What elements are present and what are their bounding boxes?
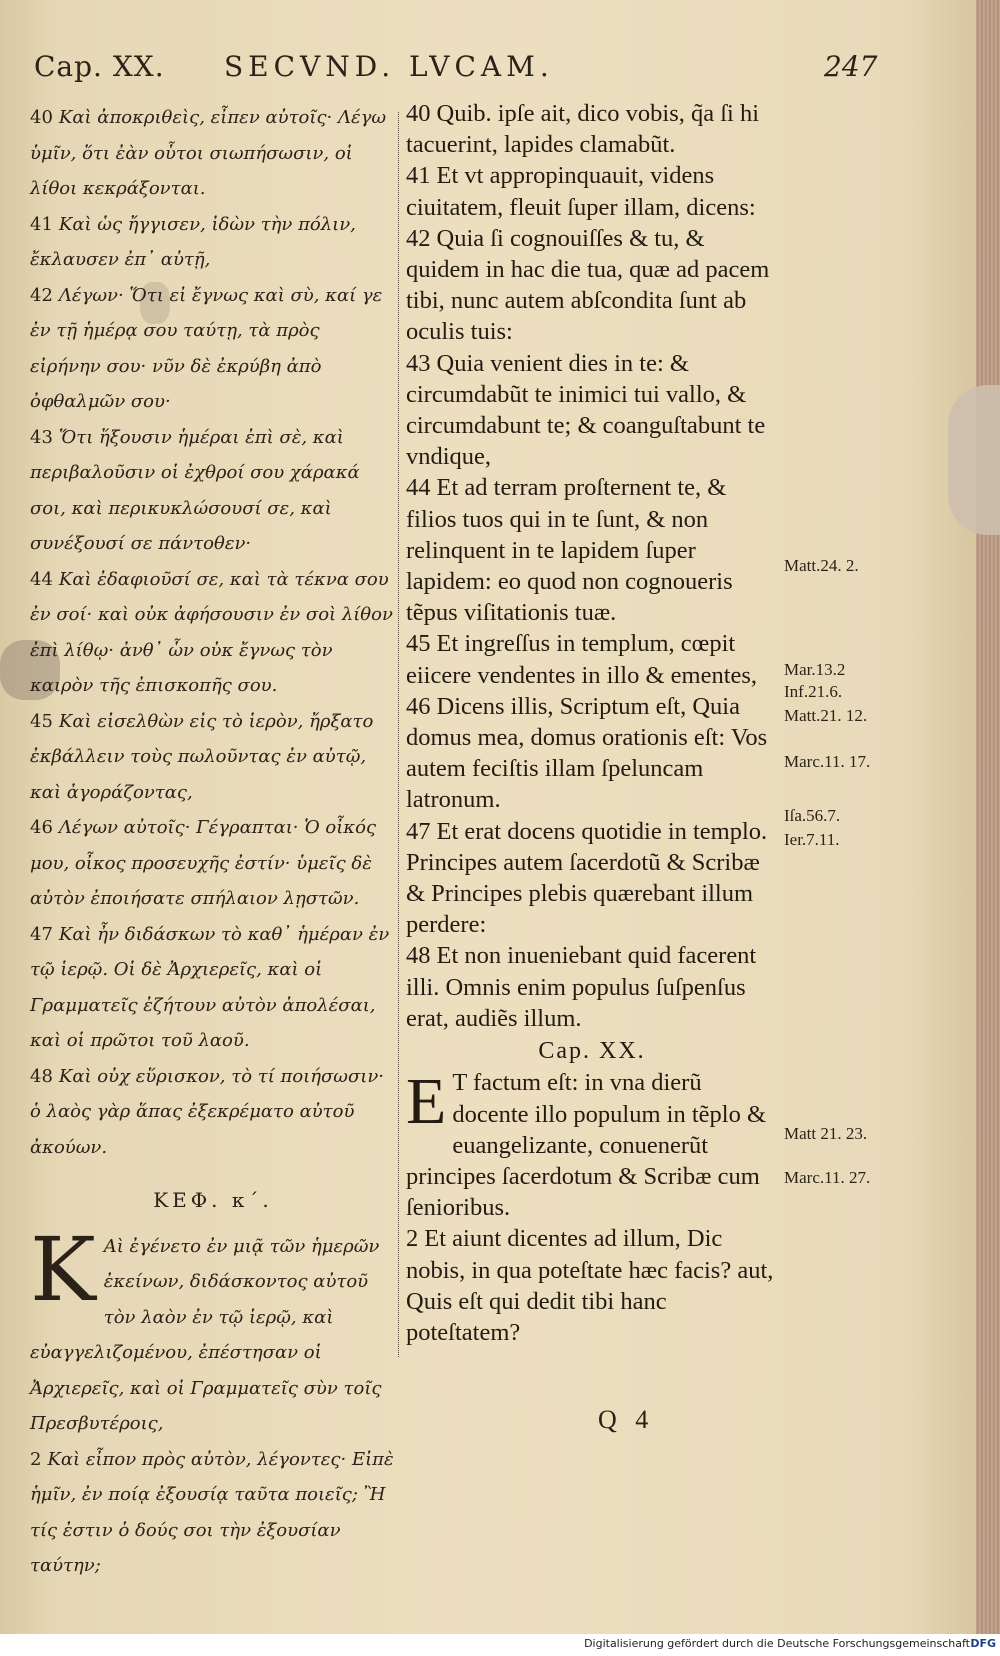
signature-mark: Q 4 (598, 1405, 655, 1434)
greek-verse-41: 41 Καὶ ὡς ἤγγισεν, ἰδὼν τὴν πόλιν, ἔκλαυσεν ἐπ᾽ αὐτῇ, (30, 213, 356, 270)
margin-note: Marc.11. 17. (784, 752, 871, 771)
latin-verse-41: 41 Et vt appropinquauit, videns ciuitatem, fleuit ſuper illam, dicens: (406, 162, 756, 221)
latin-verse-40: 40 Quib. ipſe ait, dico vobis, q̃a ſi hi tacuerint, lapides clamabũt. (406, 100, 760, 159)
latin-verse-46: 46 Dicens illis, Scriptum eſt, Quia domus mea, domus orationis eſt: Vos autem feciſtis illam ſpeluncam latronum. (406, 692, 768, 814)
greek-chapter-opening: Κ Αὶ ἐγένετο ἐν μιᾷ τῶν ἡμερῶν ἐκείνων, διδάσκοντος αὐτοῦ τὸν λαὸν ἐν τῷ ἱερῷ, καὶ εὐαγγελιζομένου, ἐπέστησαν οἱ Ἀρχιερεῖς, καὶ οἱ Γραμματεῖς σὺν τοῖς Πρεσβυτέροις, (30, 1217, 382, 1434)
footer-credit: Digitalisierung gefördert durch die Deutsche Forschungsgemeinschaft (584, 1637, 970, 1650)
greek-verse-43: 43 Ὅτι ἥξουσιν ἡμέραι ἐπὶ σὲ, καὶ περιβαλοῦσιν οἱ ἐχθροί σου χάρακά σοι, καὶ περικυκλώσουσί σε, καὶ συνέξουσί σε πάντοθεν· (30, 426, 360, 554)
greek-column (30, 100, 396, 1584)
latin-verse-47: 47 Et erat docens quotidie in templo. Principes autem ſacerdotũ & Scribæ & Principes plebis quærebant illum perdere: (406, 817, 768, 939)
latin-verse-43: 43 Quia venient dies in te: & circumdabũt te inimici tui vallo, & circumdabunt te; & coanguſtabunt te vndique, (406, 349, 766, 471)
greek-verse-46: 46 Λέγων αὐτοῖς· Γέγραπται· Ὁ οἶκός μου, οἶκος προσευχῆς ἐστίν· ὑμεῖς δὲ αὐτὸν ἐποιήσατε σπήλαιον λῃστῶν. (30, 817, 377, 909)
latin-column (406, 98, 778, 1348)
margin-note: Ier.7.11. (784, 830, 840, 849)
latin-verse-42: 42 Quia ſi cognouiſſes & tu, & quidem in hac die tua, quæ ad pacem tibi, nunc autem abſcondita ſunt ab oculis tuis: (406, 224, 770, 346)
running-head-chapter: Cap. XX. (34, 50, 165, 83)
margin-note: Mar.13.2 (784, 660, 846, 679)
greek-verse-45: 45 Καὶ εἰσελθὼν εἰς τὸ ἱερὸν, ἤρξατο ἐκβάλλειν τοὺς πωλοῦντας ἐν αὐτῷ, καὶ ἀγοράζοντας, (30, 710, 374, 803)
latin-verse-48: 48 Et non inueniebant quid facerent illi. Omnis enim populus ſuſpenſus erat, audiẽs illum. (406, 942, 757, 1032)
running-head-title: SECVND. LVCAM. (224, 50, 554, 83)
latin-verse-2: 2 Et aiunt dicentes ad illum, Dic nobis, in qua poteſtate hæc facis? aut, Quis eſt qui dedit tibi hanc poteſtatem? (406, 1225, 774, 1346)
dfg-logo-icon: DFG (970, 1637, 996, 1650)
margin-note: Matt.21. 12. (784, 706, 868, 725)
latin-chapter-heading: Cap. XX. (538, 1038, 646, 1065)
book-clip (948, 385, 1000, 535)
margin-note: Inf.21.6. (784, 682, 843, 701)
greek-verse-47: 47 Καὶ ἦν διδάσκων τὸ καθ᾽ ἡμέραν ἐν τῷ ἱερῷ. Οἱ δὲ Ἀρχιερεῖς, καὶ οἱ Γραμματεῖς ἐζήτουν αὐτὸν ἀπολέσαι, καὶ οἱ πρῶτοι τοῦ λαοῦ. (30, 923, 390, 1051)
greek-dropcap: Κ (30, 1217, 96, 1321)
column-divider (398, 112, 399, 1357)
page-number: 247 (824, 50, 878, 83)
page-fore-edge (976, 0, 1000, 1634)
margin-note: Matt.24. 2. (784, 556, 859, 575)
greek-verse-2: 2 Καὶ εἶπον πρὸς αὐτὸν, λέγοντες· Εἰπὲ ἡμῖν, ἐν ποίᾳ ἐξουσίᾳ ταῦτα ποιεῖς; Ἢ τίς ἐστιν ὁ δούς σοι τὴν ἐξουσίαν ταύτην; (30, 1448, 394, 1576)
margin-note: Marc.11. 27. (784, 1168, 871, 1187)
greek-verse-44: 44 Καὶ ἐδαφιοῦσί σε, καὶ τὰ τέκνα σου ἐν σοί· καὶ οὐκ ἀφήσουσιν ἐν σοὶ λίθον ἐπὶ λίθῳ· ἀνθ᾽ ὧν οὐκ ἔγνως τὸν καιρὸν τῆς ἐπισκοπῆς σου. (30, 568, 393, 696)
greek-verse-42: 42 Λέγων· Ὅτι εἰ ἔγνως καὶ σὺ, καί γε ἐν τῇ ἡμέρᾳ σου ταύτῃ, τὰ πρὸς εἰρήνην σου· νῦν δὲ ἐκρύβη ἀπὸ ὀφθαλμῶν σου· (30, 284, 383, 412)
latin-chapter-opening: E T factum eſt: in vna dierũ docente illo populum in tẽplo & euangelizante, conuenerũt principes ſacerdotum & Scribæ cum ſenioribus. (406, 1065, 767, 1222)
greek-verse-40: 40 Καὶ ἀποκριθεὶς, εἶπεν αὐτοῖς· Λέγω ὑμῖν, ὅτι ἐὰν οὗτοι σιωπήσωσιν, οἱ λίθοι κεκράξονται. (30, 107, 387, 199)
margin-note: Iſa.56.7. (784, 806, 841, 825)
latin-dropcap: E (406, 1065, 447, 1139)
greek-chapter-heading: ΚΕΦ. κ´. (153, 1188, 273, 1212)
footer-bar (0, 1634, 1000, 1656)
latin-verse-44: 44 Et ad terram proſternent te, & filios tuos qui in te ſunt, & non relinquent in te lapidem ſuper lapidem: eo quod non cognoueris tẽpus viſitationis tuæ. (406, 474, 733, 627)
margin-note: Matt 21. 23. (784, 1124, 868, 1143)
running-head (34, 50, 878, 90)
latin-verse-45: 45 Et ingreſſus in templum, cœpit eiicere vendentes in illo & ementes, (406, 630, 758, 689)
greek-verse-48: 48 Καὶ οὐχ εὕρισκον, τὸ τί ποιήσωσιν· ὁ λαὸς γὰρ ἅπας ἐξεκρέματο αὐτοῦ ἀκούων. (30, 1065, 384, 1158)
